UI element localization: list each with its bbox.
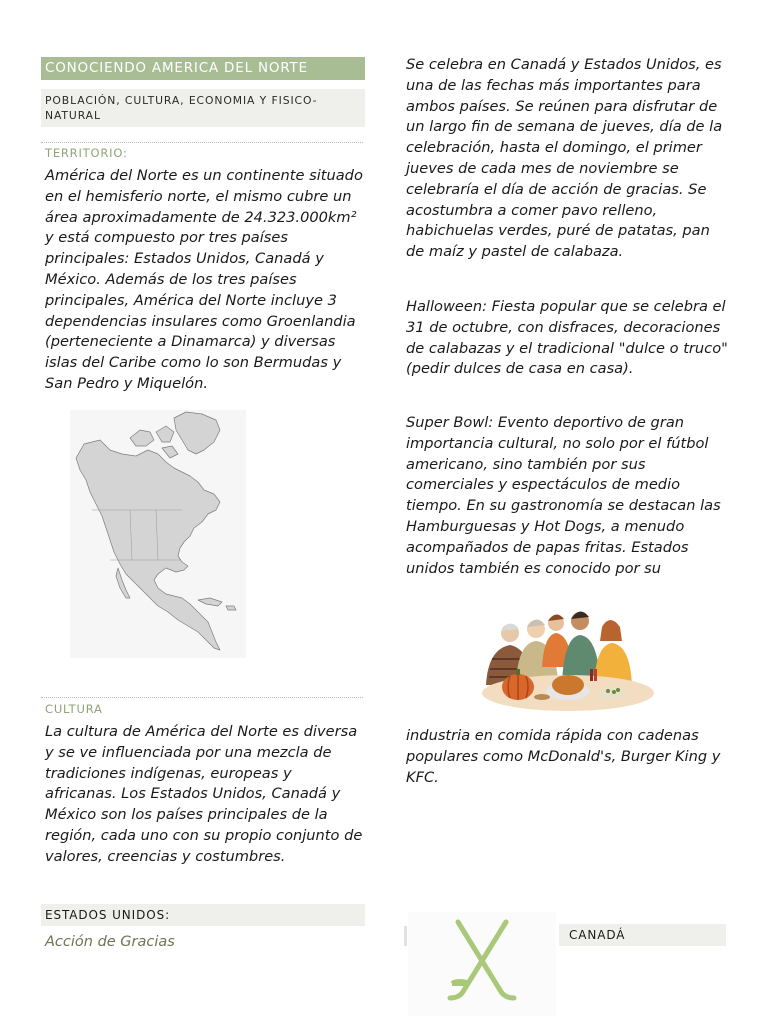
cultura-body: La cultura de América del Norte es diversa y se ve influenciada por una mezcla de tradiciones indígenas, europeas y africanas. Los Estados Unidos, Canadá y México son los países principales de la región, cada uno con su propio conjunto de valores, creencias y costumbres. xyxy=(45,723,363,865)
document-subtitle: POBLACIÓN, CULTURA, ECONOMIA Y FISICO-NATURAL xyxy=(41,89,365,127)
halloween-paragraph: Halloween: Fiesta popular que se celebra el 31 de octubre, con disfraces, decoraciones de calabazas y el tradicional "dulce o truco" (pedir dulces de casa en casa). xyxy=(406,298,728,378)
document-title: CONOCIENDO AMERICA DEL NORTE xyxy=(41,57,365,80)
super-bowl-paragraph: Super Bowl: Evento deportivo de gran importancia cultural, no solo por el fútbol americano, sino también por sus comerciales y espectáculos de medio tiempo. En su gastronomía se destacan las Hamburguesas y Hot Dogs, a menudo acompañados de papas fritas. Estados unidos también es conocido por su xyxy=(406,414,721,577)
divider xyxy=(404,926,407,946)
territorio-heading: TERRITORIO: xyxy=(45,146,128,160)
fast-food-paragraph: industria en comida rápida con cadenas populares como McDonald's, Burger King y KFC. xyxy=(406,727,721,786)
hockey-sticks-icon xyxy=(408,912,556,1016)
divider xyxy=(41,697,363,698)
thanksgiving-paragraph: Se celebra en Canadá y Estados Unidos, es una de las fechas más importantes para ambos países. Se reúnen para disfrutar de un largo fin de semana de jueves, día de la celebración, hasta el domingo, el primer jueves de cada mes de noviembre se celebraría el día de acción de gracias. Se acostumbra a comer pavo relleno, habichuelas verdes, puré de patatas, pan de maíz y pastel de calabaza. xyxy=(406,56,723,261)
accion-de-gracias-subheading: Acción de Gracias xyxy=(45,934,175,950)
north-america-map xyxy=(70,410,246,658)
cultura-heading: CULTURA xyxy=(45,702,103,716)
divider xyxy=(41,142,363,143)
estados-unidos-heading: ESTADOS UNIDOS: xyxy=(41,904,365,926)
territorio-body: América del Norte es un continente situado en el hemisferio norte, el mismo cubre un área aproximadamente de 24.323.000km² y está compuesto por tres países principales: Estados Unidos, Canadá y México. Además de los tres países principales, América del Norte incluye 3 dependencias insulares como Groenlandia (perteneciente a Dinamarca) y diversas islas del Caribe como lo son Bermudas y San Pedro y Miquelón. xyxy=(45,167,363,392)
canada-heading: CANADÁ xyxy=(559,924,726,946)
thanksgiving-dinner-illustration xyxy=(472,597,654,717)
